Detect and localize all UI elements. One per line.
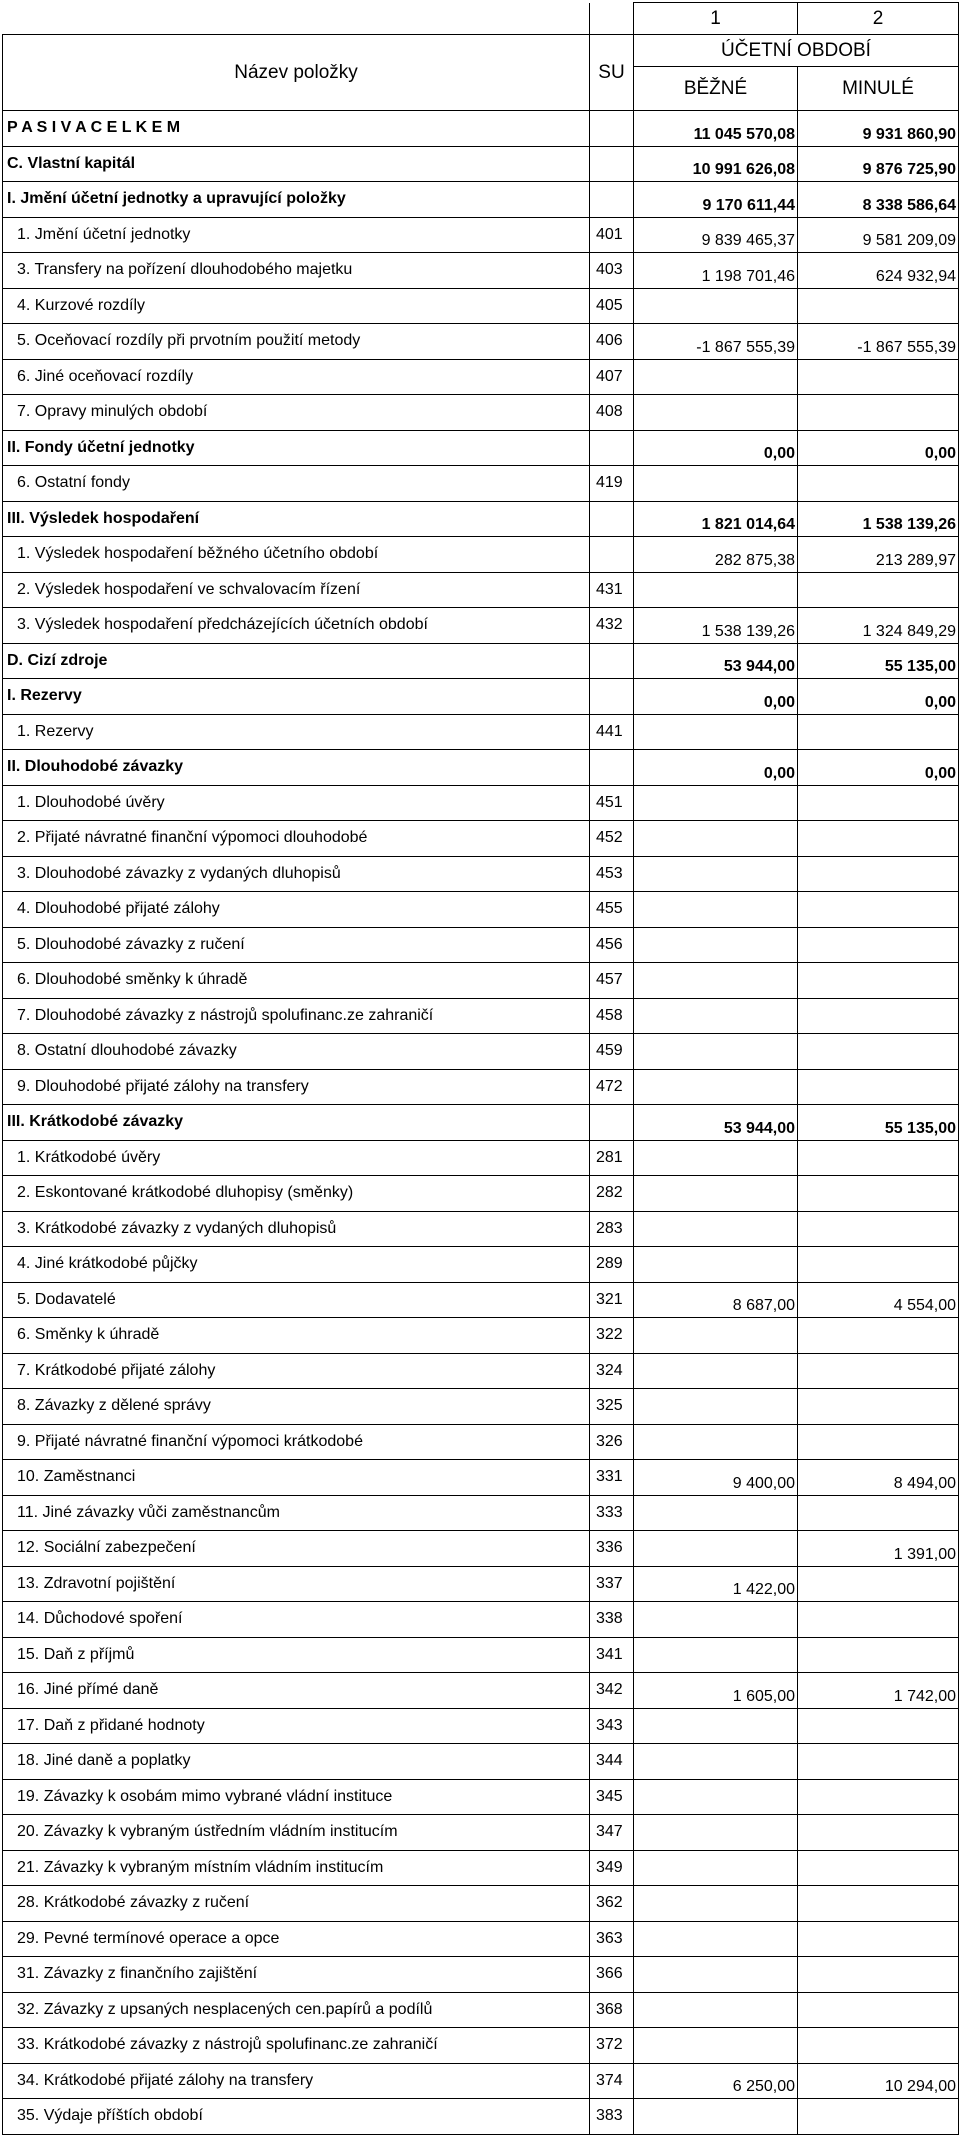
table-row <box>3 856 959 892</box>
row-previous-value <box>798 1034 959 1070</box>
table-row <box>3 1176 959 1212</box>
row-current-value: 0,00 <box>634 750 798 786</box>
row-name: 9. Dlouhodobé přijaté zálohy na transfery <box>3 1069 590 1105</box>
row-su: 344 <box>590 1744 634 1780</box>
table-row <box>3 1531 959 1567</box>
row-su <box>590 750 634 786</box>
row-su: 347 <box>590 1815 634 1851</box>
row-su <box>590 111 634 147</box>
row-su: 441 <box>590 714 634 750</box>
row-su: 326 <box>590 1424 634 1460</box>
table-row <box>3 466 959 502</box>
table-row <box>3 146 959 182</box>
table-row <box>3 1140 959 1176</box>
row-current-value <box>634 998 798 1034</box>
row-name: 3. Výsledek hospodaření předcházejících účetních období <box>3 608 590 644</box>
row-current-value: 0,00 <box>634 430 798 466</box>
row-current-value <box>634 288 798 324</box>
row-previous-value: -1 867 555,39 <box>798 324 959 360</box>
row-su: 324 <box>590 1353 634 1389</box>
row-current-value: 9 839 465,37 <box>634 217 798 253</box>
row-name: 13. Zdravotní pojištění <box>3 1566 590 1602</box>
row-previous-value: 8 338 586,64 <box>798 182 959 218</box>
row-previous-value <box>798 1957 959 1993</box>
row-name: 28. Krátkodobé závazky z ručení <box>3 1886 590 1922</box>
row-previous-value <box>798 466 959 502</box>
row-current-value <box>634 1815 798 1851</box>
row-current-value <box>634 785 798 821</box>
row-su: 331 <box>590 1460 634 1496</box>
table-row <box>3 927 959 963</box>
row-current-value: 0,00 <box>634 679 798 715</box>
table-row <box>3 1708 959 1744</box>
row-current-value: 53 944,00 <box>634 643 798 679</box>
row-current-value <box>634 2028 798 2064</box>
row-name: P A S I V A C E L K E M <box>3 111 590 147</box>
row-su: 419 <box>590 466 634 502</box>
table-row <box>3 1247 959 1283</box>
row-su: 405 <box>590 288 634 324</box>
period-header: ÚČETNÍ OBDOBÍ <box>634 35 959 67</box>
row-previous-value <box>798 1247 959 1283</box>
table-row <box>3 1389 959 1425</box>
table-row <box>3 2063 959 2099</box>
row-current-value <box>634 1176 798 1212</box>
table-row <box>3 1957 959 1993</box>
row-current-value <box>634 1034 798 1070</box>
row-su: 431 <box>590 572 634 608</box>
row-name: 10. Zaměstnanci <box>3 1460 590 1496</box>
row-current-value <box>634 1886 798 1922</box>
row-name: III. Výsledek hospodaření <box>3 501 590 537</box>
row-previous-value <box>798 1921 959 1957</box>
table-row <box>3 785 959 821</box>
column-number-1: 1 <box>634 3 798 35</box>
row-su: 337 <box>590 1566 634 1602</box>
row-su: 341 <box>590 1637 634 1673</box>
row-name: 5. Dodavatelé <box>3 1282 590 1318</box>
row-su: 343 <box>590 1708 634 1744</box>
row-previous-value: 9 931 860,90 <box>798 111 959 147</box>
table-row <box>3 1034 959 1070</box>
row-previous-value: 1 742,00 <box>798 1673 959 1709</box>
row-name: 3. Dlouhodobé závazky z vydaných dluhopisů <box>3 856 590 892</box>
row-previous-value <box>798 1211 959 1247</box>
row-su: 403 <box>590 253 634 289</box>
row-su: 289 <box>590 1247 634 1283</box>
row-current-value <box>634 1708 798 1744</box>
row-previous-value: 9 581 209,09 <box>798 217 959 253</box>
row-su: 408 <box>590 395 634 431</box>
table-row <box>3 1460 959 1496</box>
row-su: 342 <box>590 1673 634 1709</box>
row-name: 6. Jiné oceňovací rozdíly <box>3 359 590 395</box>
row-current-value: 1 538 139,26 <box>634 608 798 644</box>
row-su: 338 <box>590 1602 634 1638</box>
row-name: II. Dlouhodobé závazky <box>3 750 590 786</box>
table-row <box>3 1602 959 1638</box>
row-previous-value <box>798 1495 959 1531</box>
row-current-value <box>634 1744 798 1780</box>
row-name: 5. Oceňovací rozdíly při prvotním použití metody <box>3 324 590 360</box>
table-body <box>3 111 959 2135</box>
row-su: 458 <box>590 998 634 1034</box>
row-current-value: 53 944,00 <box>634 1105 798 1141</box>
row-su: 459 <box>590 1034 634 1070</box>
table-row <box>3 430 959 466</box>
row-name: 9. Přijaté návratné finanční výpomoci krátkodobé <box>3 1424 590 1460</box>
row-current-value: 9 170 611,44 <box>634 182 798 218</box>
table-row <box>3 1424 959 1460</box>
row-su: 336 <box>590 1531 634 1567</box>
row-current-value: 1 605,00 <box>634 1673 798 1709</box>
row-name: 4. Kurzové rozdíly <box>3 288 590 324</box>
row-su <box>590 182 634 218</box>
row-current-value <box>634 1531 798 1567</box>
row-current-value <box>634 1247 798 1283</box>
row-current-value <box>634 1424 798 1460</box>
table-row <box>3 1815 959 1851</box>
table-row <box>3 1744 959 1780</box>
row-previous-value <box>798 785 959 821</box>
row-previous-value <box>798 395 959 431</box>
row-previous-value: 8 494,00 <box>798 1460 959 1496</box>
row-previous-value: 9 876 725,90 <box>798 146 959 182</box>
row-su <box>590 430 634 466</box>
row-current-value: 10 991 626,08 <box>634 146 798 182</box>
row-name: 12. Sociální zabezpečení <box>3 1531 590 1567</box>
table-row <box>3 2099 959 2135</box>
row-previous-value: 624 932,94 <box>798 253 959 289</box>
row-previous-value <box>798 856 959 892</box>
row-current-value <box>634 1353 798 1389</box>
row-current-value <box>634 892 798 928</box>
row-name: 6. Směnky k úhradě <box>3 1318 590 1354</box>
row-name: 3. Krátkodobé závazky z vydaných dluhopisů <box>3 1211 590 1247</box>
row-current-value <box>634 359 798 395</box>
row-su <box>590 537 634 573</box>
row-name: 32. Závazky z upsaných nesplacených cen.papírů a podílů <box>3 1992 590 2028</box>
row-name: 31. Závazky z finančního zajištění <box>3 1957 590 1993</box>
row-name: 6. Ostatní fondy <box>3 466 590 502</box>
row-name: I. Jmění účetní jednotky a upravující položky <box>3 182 590 218</box>
row-previous-value <box>798 1602 959 1638</box>
table-row <box>3 1105 959 1141</box>
row-name: 11. Jiné závazky vůči zaměstnancům <box>3 1495 590 1531</box>
row-name: 8. Ostatní dlouhodobé závazky <box>3 1034 590 1070</box>
row-name: 19. Závazky k osobám mimo vybrané vládní instituce <box>3 1779 590 1815</box>
row-current-value <box>634 1140 798 1176</box>
table-row <box>3 572 959 608</box>
row-previous-value: 1 538 139,26 <box>798 501 959 537</box>
row-su: 349 <box>590 1850 634 1886</box>
row-name: 3. Transfery na pořízení dlouhodobého majetku <box>3 253 590 289</box>
row-previous-value <box>798 1353 959 1389</box>
table-row <box>3 2028 959 2064</box>
row-name: 2. Eskontované krátkodobé dluhopisy (směnky) <box>3 1176 590 1212</box>
row-previous-value <box>798 1140 959 1176</box>
row-current-value: 282 875,38 <box>634 537 798 573</box>
table-row <box>3 1353 959 1389</box>
row-current-value: 1 422,00 <box>634 1566 798 1602</box>
row-name: 7. Opravy minulých období <box>3 395 590 431</box>
table-row <box>3 1779 959 1815</box>
row-current-value <box>634 963 798 999</box>
row-su: 432 <box>590 608 634 644</box>
row-previous-value <box>798 1389 959 1425</box>
row-name: 18. Jiné daně a poplatky <box>3 1744 590 1780</box>
row-name: 6. Dlouhodobé směnky k úhradě <box>3 963 590 999</box>
row-su <box>590 146 634 182</box>
row-current-value <box>634 1957 798 1993</box>
row-name: 1. Krátkodobé úvěry <box>3 1140 590 1176</box>
table-row <box>3 608 959 644</box>
row-previous-value <box>798 1637 959 1673</box>
row-previous-value: 55 135,00 <box>798 643 959 679</box>
row-previous-value <box>798 1069 959 1105</box>
row-su: 455 <box>590 892 634 928</box>
row-previous-value <box>798 1708 959 1744</box>
row-current-value <box>634 1318 798 1354</box>
table-row <box>3 182 959 218</box>
table-row <box>3 963 959 999</box>
row-current-value <box>634 2099 798 2135</box>
table-row <box>3 1921 959 1957</box>
row-previous-value: 1 391,00 <box>798 1531 959 1567</box>
row-name: 34. Krátkodobé přijaté zálohy na transfery <box>3 2063 590 2099</box>
row-su: 362 <box>590 1886 634 1922</box>
row-previous-value <box>798 2028 959 2064</box>
table-row <box>3 324 959 360</box>
row-name: 16. Jiné přímé daně <box>3 1673 590 1709</box>
row-su: 366 <box>590 1957 634 1993</box>
row-previous-value: 55 135,00 <box>798 1105 959 1141</box>
row-name: 1. Jmění účetní jednotky <box>3 217 590 253</box>
row-name: I. Rezervy <box>3 679 590 715</box>
row-previous-value <box>798 714 959 750</box>
row-current-value <box>634 1495 798 1531</box>
row-su: 325 <box>590 1389 634 1425</box>
row-su: 407 <box>590 359 634 395</box>
table-row <box>3 892 959 928</box>
row-current-value: 6 250,00 <box>634 2063 798 2099</box>
row-su: 368 <box>590 1992 634 2028</box>
row-previous-value <box>798 1992 959 2028</box>
row-previous-value <box>798 892 959 928</box>
table-row <box>3 998 959 1034</box>
table-row <box>3 1318 959 1354</box>
table-row <box>3 217 959 253</box>
row-name: 1. Výsledek hospodaření běžného účetního období <box>3 537 590 573</box>
row-previous-value <box>798 1744 959 1780</box>
row-current-value <box>634 1637 798 1673</box>
table-row <box>3 253 959 289</box>
row-name: 15. Daň z příjmů <box>3 1637 590 1673</box>
table-row <box>3 111 959 147</box>
row-su: 333 <box>590 1495 634 1531</box>
row-su: 321 <box>590 1282 634 1318</box>
row-previous-value: 0,00 <box>798 679 959 715</box>
row-current-value <box>634 1779 798 1815</box>
row-su: 401 <box>590 217 634 253</box>
row-previous-value: 1 324 849,29 <box>798 608 959 644</box>
row-name: 21. Závazky k vybraným místním vládním institucím <box>3 1850 590 1886</box>
row-name: 8. Závazky z dělené správy <box>3 1389 590 1425</box>
row-current-value: -1 867 555,39 <box>634 324 798 360</box>
row-current-value <box>634 1850 798 1886</box>
table-row <box>3 1637 959 1673</box>
table-row <box>3 395 959 431</box>
row-previous-value <box>798 1318 959 1354</box>
table-row <box>3 1886 959 1922</box>
table-row <box>3 1211 959 1247</box>
row-name: 7. Dlouhodobé závazky z nástrojů spolufinanc.ze zahraničí <box>3 998 590 1034</box>
row-su: 457 <box>590 963 634 999</box>
row-previous-value <box>798 1424 959 1460</box>
row-name: 29. Pevné termínové operace a opce <box>3 1921 590 1957</box>
row-current-value <box>634 927 798 963</box>
row-previous-value <box>798 288 959 324</box>
table-row <box>3 1992 959 2028</box>
row-su: 281 <box>590 1140 634 1176</box>
row-name: II. Fondy účetní jednotky <box>3 430 590 466</box>
row-su: 452 <box>590 821 634 857</box>
row-su <box>590 679 634 715</box>
row-su <box>590 501 634 537</box>
row-name: C. Vlastní kapitál <box>3 146 590 182</box>
row-name: 2. Výsledek hospodaření ve schvalovacím řízení <box>3 572 590 608</box>
table-row <box>3 359 959 395</box>
row-name: 4. Dlouhodobé přijaté zálohy <box>3 892 590 928</box>
row-previous-value <box>798 572 959 608</box>
row-current-value: 1 821 014,64 <box>634 501 798 537</box>
row-current-value <box>634 395 798 431</box>
row-su: 345 <box>590 1779 634 1815</box>
row-previous-value <box>798 1779 959 1815</box>
row-current-value <box>634 1389 798 1425</box>
row-name: 33. Krátkodobé závazky z nástrojů spolufinanc.ze zahraničí <box>3 2028 590 2064</box>
row-previous-value: 213 289,97 <box>798 537 959 573</box>
row-name: 35. Výdaje příštích období <box>3 2099 590 2135</box>
row-su: 451 <box>590 785 634 821</box>
row-su: 283 <box>590 1211 634 1247</box>
row-previous-value <box>798 2099 959 2135</box>
row-su: 383 <box>590 2099 634 2135</box>
row-su: 372 <box>590 2028 634 2064</box>
column-header-previous: MINULÉ <box>798 67 959 111</box>
table-row <box>3 537 959 573</box>
row-current-value <box>634 572 798 608</box>
row-current-value: 8 687,00 <box>634 1282 798 1318</box>
row-current-value <box>634 466 798 502</box>
column-header-su: SU <box>590 35 634 111</box>
row-previous-value <box>798 1566 959 1602</box>
table-row <box>3 1673 959 1709</box>
row-name: 7. Krátkodobé přijaté zálohy <box>3 1353 590 1389</box>
row-previous-value <box>798 998 959 1034</box>
table-row <box>3 750 959 786</box>
row-su: 456 <box>590 927 634 963</box>
row-su: 322 <box>590 1318 634 1354</box>
row-name: 5. Dlouhodobé závazky z ručení <box>3 927 590 963</box>
row-current-value <box>634 856 798 892</box>
row-current-value <box>634 1602 798 1638</box>
row-name: 2. Přijaté návratné finanční výpomoci dlouhodobé <box>3 821 590 857</box>
table-row <box>3 821 959 857</box>
row-name: D. Cizí zdroje <box>3 643 590 679</box>
table-row <box>3 1069 959 1105</box>
row-current-value: 1 198 701,46 <box>634 253 798 289</box>
table-row <box>3 1495 959 1531</box>
row-su: 472 <box>590 1069 634 1105</box>
row-previous-value: 4 554,00 <box>798 1282 959 1318</box>
row-previous-value: 0,00 <box>798 750 959 786</box>
row-previous-value <box>798 927 959 963</box>
column-number-2: 2 <box>798 3 959 35</box>
row-current-value <box>634 1992 798 2028</box>
row-su: 282 <box>590 1176 634 1212</box>
row-previous-value: 0,00 <box>798 430 959 466</box>
row-name: 17. Daň z přidané hodnoty <box>3 1708 590 1744</box>
balance-sheet-table <box>2 2 959 2135</box>
row-su <box>590 1105 634 1141</box>
table-row <box>3 643 959 679</box>
row-previous-value <box>798 359 959 395</box>
table-row <box>3 1282 959 1318</box>
row-previous-value <box>798 963 959 999</box>
row-previous-value <box>798 821 959 857</box>
row-previous-value <box>798 1850 959 1886</box>
row-previous-value <box>798 1176 959 1212</box>
row-su: 374 <box>590 2063 634 2099</box>
row-current-value <box>634 1921 798 1957</box>
column-header-name: Název položky <box>3 35 590 111</box>
table-row <box>3 1850 959 1886</box>
row-name: 1. Dlouhodobé úvěry <box>3 785 590 821</box>
table-row <box>3 714 959 750</box>
row-name: III. Krátkodobé závazky <box>3 1105 590 1141</box>
column-header-current: BĚŽNÉ <box>634 67 798 111</box>
row-su: 406 <box>590 324 634 360</box>
row-previous-value <box>798 1886 959 1922</box>
row-previous-value <box>798 1815 959 1851</box>
row-su: 363 <box>590 1921 634 1957</box>
row-current-value: 11 045 570,08 <box>634 111 798 147</box>
row-name: 1. Rezervy <box>3 714 590 750</box>
row-name: 4. Jiné krátkodobé půjčky <box>3 1247 590 1283</box>
row-su <box>590 643 634 679</box>
row-name: 14. Důchodové spoření <box>3 1602 590 1638</box>
row-su: 453 <box>590 856 634 892</box>
table-row <box>3 288 959 324</box>
row-current-value: 9 400,00 <box>634 1460 798 1496</box>
row-previous-value: 10 294,00 <box>798 2063 959 2099</box>
row-current-value <box>634 1211 798 1247</box>
table-row <box>3 501 959 537</box>
table-row <box>3 1566 959 1602</box>
row-current-value <box>634 1069 798 1105</box>
table-row <box>3 679 959 715</box>
row-current-value <box>634 821 798 857</box>
row-current-value <box>634 714 798 750</box>
row-name: 20. Závazky k vybraným ústředním vládním institucím <box>3 1815 590 1851</box>
